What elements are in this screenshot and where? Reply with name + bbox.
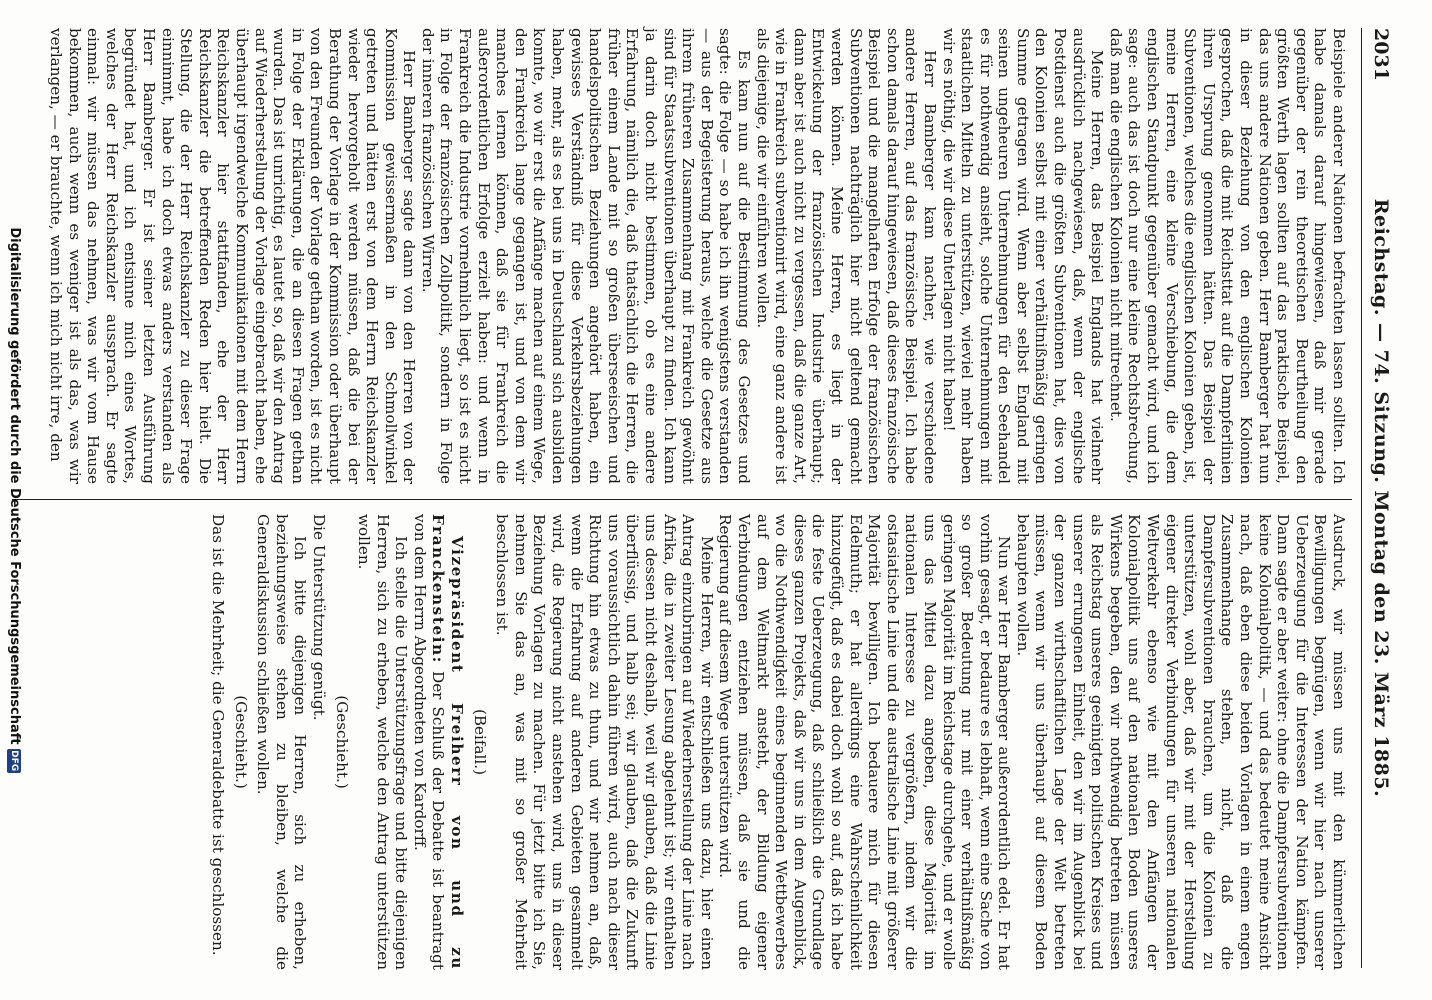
footer-band	[0, 0, 26, 1000]
speech-text: Der Schluß der Debatte ist beantragt von dem Herrn Abgeordneten von Kardorff.	[410, 514, 448, 971]
paragraph: Nun war Herr Bamberger außerordentlich edel. Er hat vorhin gesagt, er bedaure es lebhaft, wenn eine Sache von so großer Bedeutung nur mit einer verhältnißmäßig geringen Majorität im Reichstage durchgehe, und er wolle uns das Mittel dazu angeben, diese Majorität im nationalen Interesse zu vergrößern, indem wir die ostasiatische Linie und die australische Linie mit größerer Majorität bewilligen. Ich bedauere mich für diesen Edelmuth; er hat allerdings eine Wahrscheinlichkeit hinzugefügt, daß es dabei doch wohl so auf, daß ich habe die feste Ueberzeugung, daß schließlich die Grundlage dieses ganzen Projekts, daß wir uns in dem Augenblick, wo die Nothwendigkeit eines beginnenden Wettbewerbes auf dem Weltmarkt ansteht, der Bildung eigener Verbindungen entziehen müssen, daß sie und die Regierung auf diesem Wege unterstützen wird.	[716, 514, 1014, 970]
paragraph: Meine Herren, das Beispiel Englands hat vielmehr ausdrücklich nachgewiesen, daß, wenn der englische Postdienst auch die größten Subventionen hat, dies von den Kolonien selbst mit einer verhältnißmäßig geringen Summe getragen wird. Wenn aber selbst England mit seinen ungeheuren Unternehmungen für den Seehandel es für nothwendig ansieht, solche Unternehmungen mit staatlichen Mitteln zu unterstützen, wieviel mehr haben wir es nöthig, die wir diese Unterlagen nicht haben!	[939, 28, 1107, 484]
paragraph: Herr Bamberger kam nachher, wie verschiedene andere Herren, auf das französische Beispiel. Ich habe schon damals darauf hingewiesen, daß dieses französische Beispiel und die mangelhaften Erfolge der französischen Subventionen nachträglich hier nicht geltend gemacht werden können. Meine Herren, es liegt in der Entwickelung der französischen Industrie überhaupt; dann aber ist auch nicht zu vergessen, daß die ganze Art, wie in Frankreich subventionirt wird, eine ganz andere ist als diejenige, die wir einführen wollen.	[753, 28, 939, 484]
running-title: Reichstag. — 74. Sitzung. Montag den 23. März 1885.	[1370, 198, 1392, 798]
page-header	[1366, 28, 1392, 968]
paragraph: Herr Bamberger sagte dann von den Herren von der Kommission gewissermaßen in den Schmollwinkel getreten und hätten erst von dem Herrn Reichskanzler wieder hervorgeholt werden müssen, daß die bei der Berathung der Vorlage in der Kommission oder überhaupt von den Freunden der Vorlage gethan worden, ist es nicht in Folge der Erklärungen, die an diesen Fragen gethan wurden. Das ist unrichtig, es lautet so, daß wir den Antrag auf Wiederherstellung der Vorlage eingebracht haben, ehe überhaupt irgendwelche Kommunikationen mit dem Herrn Reichskanzler hier stattfanden, ehe der Herr Reichskanzler die betreffenden Reden hier hielt. Die Stellung, die der Herr Reichskanzler zu dieser Frage einnimmt, habe ich doch etwas anders verstanden als Herr Bamberger. Er ist seiner letzten Ausführung begründet hat, und ich entsinne mich eines Wortes, welches der Herr Reichskanzler aussprach. Er sagte einmal: wir müssen das nehmen, was wir vom Hause bekommen, auch wenn es weniger ist als das, was wir verlangen, — er brauchte, wenn ich mich nicht irre, den	[47, 28, 419, 484]
speaker-name: Vizepräsident Freiherr von und zu Franckenstein:	[429, 514, 467, 970]
stage-direction: (Geschieht.)	[332, 695, 351, 789]
digitization-footer	[7, 0, 22, 1000]
left-column	[46, 28, 1348, 484]
paragraph: Es kam nun auf die Bestimmung des Gesetzes und sagte: die Folge — so habe ich ihn wenigstens verstanden — aus der Begeisterung heraus, welche die Gesetze aus ihrem früheren Zusammenhang mit Frankreich gewöhnt sind für Staatssubventionen überhaupt zu finden. Ich kann ja darin doch nicht bestimmen, ob es eine andere Erfahrung, nämlich die, daß thatsächlich die Herren, die früher einem Lande mit so großen überseeischen und handelspolitischen Beziehungen angehört haben, ein gewisses Verständniß für diese Verkehrsbeziehungen haben, mehr, als es bei uns in Deutschland sich ausbilden konnte, wo wir erst die Anfänge machen auf einem Wege, den Frankreich lange gegangen ist, und von dem wir manches lernen können, daß sie für Frankreich die außerordentlichen Erfolge erzielt haben: und wenn in Frankreich die Industrie vornehmlich liegt, so ist es nicht in Folge der französischen Zollpolitik, sondern in Folge der inneren französischen Wirren.	[418, 28, 753, 484]
paragraph: Das ist die Mehrheit; die Generaldebatte ist geschlossen.	[208, 514, 227, 956]
column-divider	[12, 499, 1352, 500]
digitization-note: Digitalisierung gefördert durch die Deutsche Forschungsgemeinschaft	[7, 227, 22, 745]
paragraph: Die Unterstützung genügt.	[309, 514, 328, 721]
header-rule	[1361, 28, 1362, 968]
paragraph: Ausdruck, wir müssen uns mit den kümmerlichen Bewilligungen begnügen, wenn wir hier nach unserer Ueberzeugung für die Interessen der Nation kämpfen. Dann sagte er aber weiter: ohne die Dampfersubventionen keine Kolonialpolitik, — und das bedeutet meine Ansicht nach, daß eben diese beiden Vorlagen in einem engen Zusammenhange stehen, nicht, daß die Dampfersubventionen brauchen, um die Kolonien zu unterstützen, wohl aber, daß wir mit der Herstellung eigener direkter Verbindungen für unseren nationalen Weltverkehr ebenso wie mit den Anfängen der Kolonialpolitik uns auf den nationalen Boden unseres Wirkens begeben, den wir nothwendig betreten müssen als Reichstag unseres geeinigten politischen Kreises und unserer errungenen Einheit, den wir im Augenblick bei der ganzen wirthschaftlichen Lage der Welt betreten müssen, wenn wir uns überhaupt auf diesem Boden behaupten wollen.	[1013, 514, 1348, 970]
dfg-logo-icon: DFG	[9, 750, 20, 772]
stage-direction: (Beifall.)	[470, 708, 489, 776]
paragraph: Meine Herren, wir entschließen uns dazu, hier einen Antrag einzubringen auf Wiederherstellung der Linie nach Afrika, die in zweiter Lesung abgelehnt ist; wir enthalten uns dessen nicht deshalb, weil wir glauben, daß die Linie überflüssig, und halb sei; wir glauben, daß die Zukunft uns voraussichtlich dahin führen wird, auch nach dieser Richtung hin etwas zu thun, und wir nehmen an, daß, wenn die Erfahrung auf anderen Gebieten gesammelt wird, die Regierung nicht anstehen wird, uns in dieser Beziehung Vorlagen zu machen. Für jetzt bitte ich Sie, nehmen Sie das an, was mit so großer Mehrheit beschlossen ist.	[493, 514, 716, 970]
page-number: 2031	[1370, 28, 1392, 81]
stage-direction: (Geschieht.)	[231, 695, 250, 789]
paragraph: Ich bitte diejenigen Herren, sich zu erheben, beziehungsweise stehen zu bleiben, welche die Generaldiskussion schließen wollen.	[254, 514, 310, 970]
right-column	[208, 514, 1348, 970]
paragraph: Ich stelle die Unterstützungsfrage und bitte diejenigen Herren, sich zu erheben, welche den Antrag unterstützen wollen.	[355, 514, 411, 970]
paragraph	[410, 514, 466, 970]
paragraph: Beispiele anderer Nationen befrachten lassen sollten. Ich habe damals darauf hingewiesen, daß mir gerade gegenüber der rein theoretischen Beurtheilung den größten Werth lagen sollten auf das praktische Beispiel, das uns andere Nationen geben. Herr Bamberger hat nun in dieser Beziehung von den englischen Kolonien gesprochen, daß die mit Reichsttat auf die Dampferlinien ihren Ursprung genommen hätten. Das Beispiel der Subventionen, welches die englischen Kolonien geben, ist, meine Herren, eine kleine Verschiebung, die dem englischen Standpunkt gegenüber gemacht wird, und ich sage: auch das ist doch nur eine kleine Rechtsbrechung, daß man die englischen Kolonien nicht mitrechnet.	[1106, 28, 1348, 484]
